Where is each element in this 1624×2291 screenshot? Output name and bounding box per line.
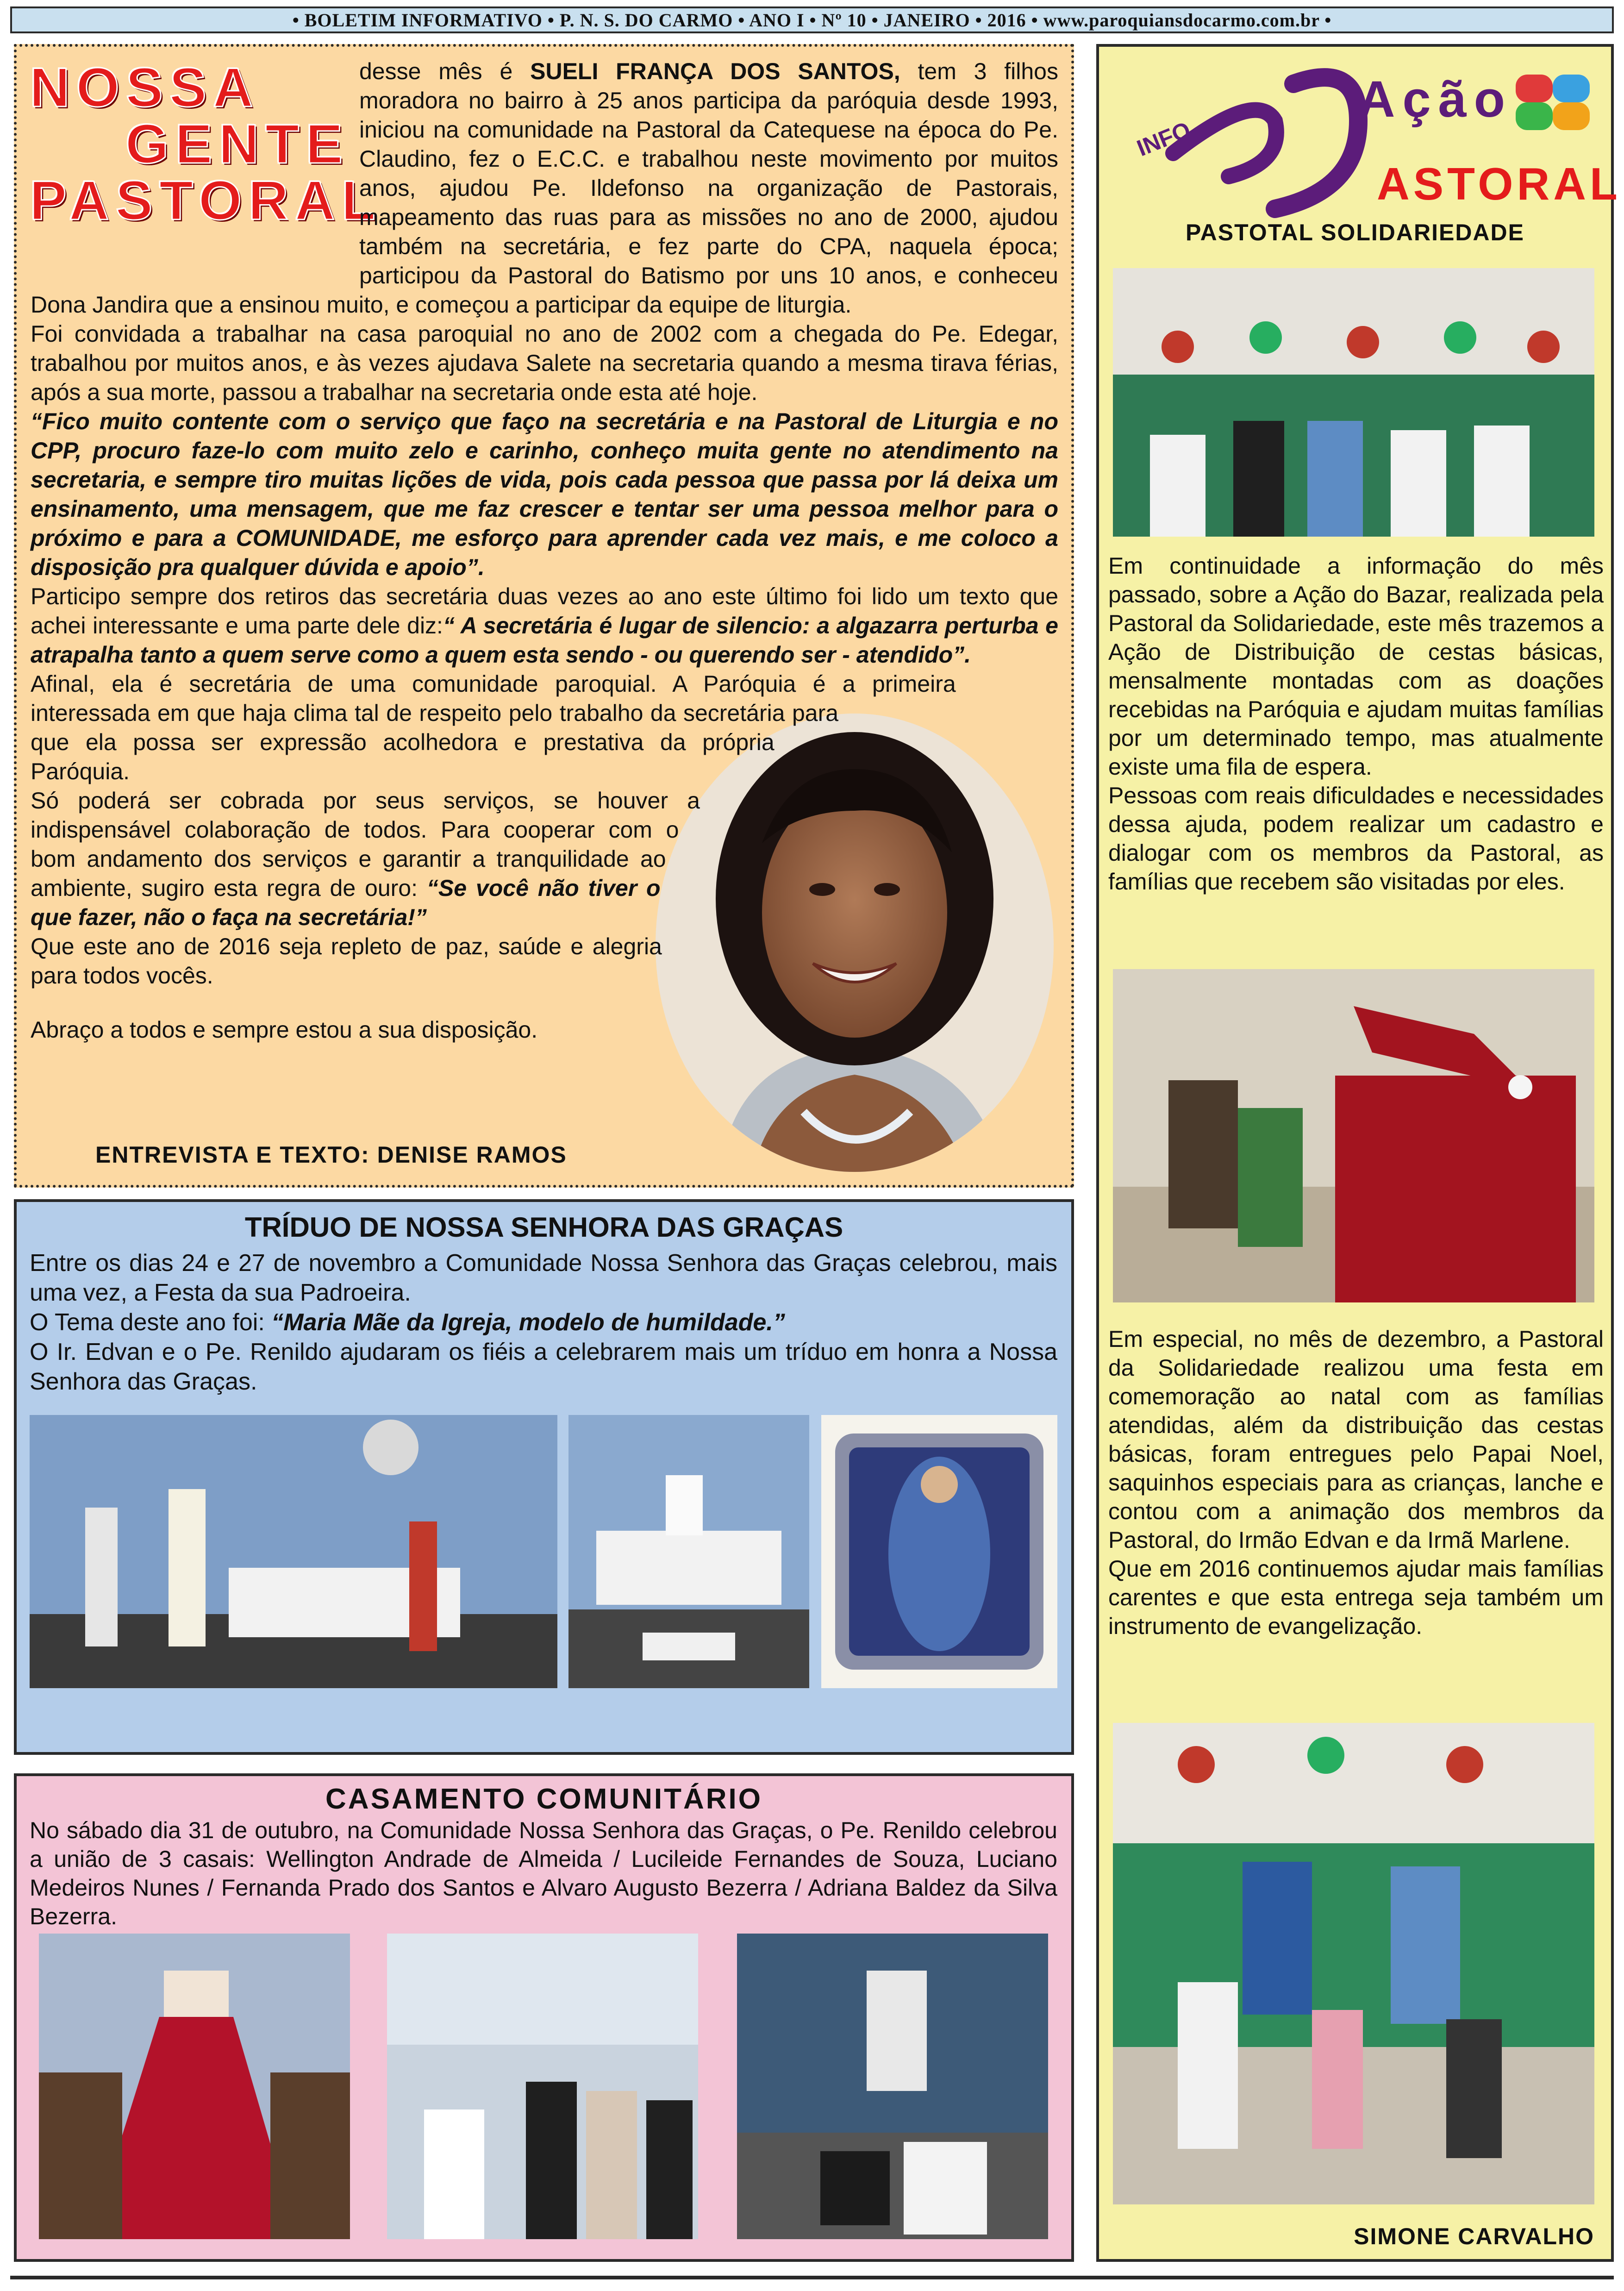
solidariedade-para-1: Em continuidade a informação do mês passado, sobre a Ação do Bazar, realizada pela Pastoral da Solidariedade, este mês trazemos a Ação de Distribuição de cestas básicas, mensalmente montadas com as doações recebidas na Paróquia e ajudam muitas famílias por um determinado tempo, mas atualmente existe uma fila de espera.: [1108, 553, 1604, 780]
newsletter-header: [10, 6, 1614, 33]
feature-text: [31, 57, 1058, 1122]
header-text: • BOLETIM INFORMATIVO • P. N. S. DO CARMO • ANO I • Nº 10 • JANEIRO • 2016 • www.paroquiansdocarmo.com.br •: [292, 9, 1332, 31]
hands-icon: [1516, 75, 1590, 130]
logo-info-word: INFO: [1133, 116, 1194, 162]
casamento-photo-altar: [737, 1934, 1048, 2239]
triduo-theme: “Maria Mãe da Igreja, modelo de humildade.”: [271, 1309, 785, 1336]
bottom-rule: [10, 2276, 1614, 2279]
solidariedade-para-4: Que em 2016 continuemos ajudar mais famílias carentes e que esta entrega seja também um instrumento de evangelização.: [1108, 1556, 1604, 1639]
casamento-box: [14, 1773, 1074, 2262]
triduo-box: [14, 1199, 1074, 1755]
triduo-para-3: O Ir. Edvan e o Pe. Renildo ajudaram os fiéis a celebrarem mais um tríduo em honra a Nossa Senhora das Graças.: [30, 1339, 1057, 1395]
feature-quote-2: “ A secretária é lugar de silencio: a algazarra perturba e atrapalha tanto a quem serve como a quem esta sendo - ou querendo ser - atendido”.: [31, 613, 1058, 668]
feature-quote-3: “Se você não tiver o que fazer, não o faça na secretária!”: [31, 875, 661, 930]
feature-para-5: Só poderá ser cobrada por seus serviços, se houver a indispensável colaboração de todos. Para cooperar com o bom andamento dos serviços e garantir a tranquilidade ao ambiente, sugiro esta regra de ouro:: [31, 788, 700, 901]
solidariedade-text-1: [1108, 551, 1604, 896]
feature-para-6: Que este ano de 2016 seja repleto de paz, saúde e alegria para todos vocês.: [31, 933, 662, 989]
solidariedade-photo-group: [1113, 268, 1594, 537]
solidariedade-text-2: [1108, 1325, 1604, 1640]
solidariedade-photo-santa: [1113, 969, 1594, 1302]
feature-title-line-2: GENTE: [125, 113, 350, 175]
triduo-photo-cake: [821, 1415, 1057, 1688]
photo-float-spacer: [660, 691, 1058, 1131]
feature-para-4: Afinal, ela é secretária de uma comunidade paroquial. A Paróquia é a primeira interessada em que haja clima tal de respeito pelo trabalho da secretária para que ela possa ser expressão acolhedora e prestativa da própria Paróquia.: [31, 671, 956, 784]
feature-title-line-1: NOSSA: [30, 56, 260, 119]
solidariedade-para-2: Pessoas com reais dificuldades e necessidades dessa ajuda, podem realizar um cadastro e dialogar com os membros da Pastoral, as famílias que recebem são visitadas por eles.: [1108, 782, 1604, 895]
casamento-text: [30, 1816, 1057, 1931]
feature-box: [14, 44, 1074, 1188]
triduo-photo-altar: [30, 1415, 557, 1688]
solidariedade-photo-children: [1113, 1723, 1594, 2204]
casamento-title: CASAMENTO COMUNITÁRIO: [325, 1783, 762, 1815]
casamento-photo-aisle: [39, 1934, 350, 2239]
triduo-text: [30, 1248, 1057, 1396]
info-acao-pastoral-logo: [1118, 56, 1621, 227]
triduo-photo-celebration: [568, 1415, 809, 1688]
intro-prefix: desse mês é: [359, 58, 531, 84]
intro-name: SUELI FRANÇA DOS SANTOS,: [530, 58, 900, 84]
solidariedade-title: PASTOTAL SOLIDARIEDADE: [1185, 219, 1524, 245]
intro-rest: tem 3 filhos moradora no bairro à 25 anos participa da paróquia desde 1993, iniciou na comunidade na Pastoral da Catequese na época do Pe. Claudino, fez o E.C.C. e trabalhou neste movimento por muitos anos, ajudou Pe. Ildefonso na organização de Pastorais, mapeamento das ruas para as missões no ano de 2000, ajudou também na secretária, e fez parte do CPA, naquela época; participou da Pastoral do Batismo por uns 10 anos, e conheceu Dona Jandira que a ensinou muito, e começou a participar da equipe de liturgia.: [31, 58, 1058, 318]
logo-acao-word: Ação: [1358, 71, 1512, 128]
feature-quote-1: “Fico muito contente com o serviço que faço na secretária e na Pastoral de Liturgia e no CPP, procuro faze-lo com muito zelo e carinho, conheço muita gente no atendimento na secretaria, e sempre tiro muitas lições de vida, pois cada pessoa que passa por lá deixa um ensinamento, uma mensagem, que me faz crescer e tentar ser uma pessoa melhor para o próximo e para a COMUNIDADE, me esforço para aprender cada vez mais, e me coloco a disposição pra qualquer dúvida e apoio”.: [31, 408, 1058, 580]
feature-title-line-3: PASTORAL: [30, 169, 382, 232]
logo-pastoral-word: ASTORAL: [1377, 158, 1621, 209]
feature-para-3: Participo sempre dos retiros das secretária duas vezes ao ano este último foi lido um texto que achei interessante e uma parte dele diz:: [31, 583, 1058, 638]
feature-credit: ENTREVISTA E TEXTO: DENISE RAMOS: [95, 1142, 567, 1168]
casamento-para-1: No sábado dia 31 de outubro, na Comunidade Nossa Senhora das Graças, o Pe. Renildo celebrou a união de 3 casais: Wellington Andrade de Almeida / Lucileide Fernandes de Souza, Luciano Medeiros Nunes / Fernanda Prado dos Santos e Alvaro Augusto Bezerra / Adriana Baldez da Silva Bezerra.: [30, 1817, 1057, 1929]
triduo-para-1: Entre os dias 24 e 27 de novembro a Comunidade Nossa Senhora das Graças celebrou, mais uma vez, a Festa da sua Padroeira.: [30, 1250, 1057, 1306]
title-float-spacer: [31, 57, 359, 263]
pastoral-signature: SIMONE CARVALHO: [1354, 2223, 1594, 2249]
feature-para-2: Foi convidada a trabalhar na casa paroquial no ano de 2002 com a chegada do Pe. Edegar, trabalhou por muitos anos, e às vezes ajudava Salete na secretaria quando a mesma tirava férias, após a sua morte, passou a trabalhar na secretaria onde esta até hoje.: [31, 321, 1058, 405]
feature-para-7: Abraço a todos e sempre estou a sua disposição.: [31, 1017, 538, 1043]
triduo-title: TRÍDUO DE NOSSA SENHORA DAS GRAÇAS: [244, 1212, 843, 1243]
pastoral-column: [1096, 44, 1621, 2262]
triduo-para-2: O Tema deste ano foi:: [30, 1309, 272, 1336]
casamento-photo-couples: [387, 1934, 698, 2239]
solidariedade-para-3: Em especial, no mês de dezembro, a Pastoral da Solidariedade realizou uma festa em comemoração ao natal com as famílias atendidas, além da distribuição das cestas básicas, foram entregues pelo Papai Noel, saquinhos especiais para as crianças, lanche e contou com a animação dos membros da Pastoral, do Irmão Edvan e da Irmã Marlene.: [1108, 1326, 1604, 1553]
